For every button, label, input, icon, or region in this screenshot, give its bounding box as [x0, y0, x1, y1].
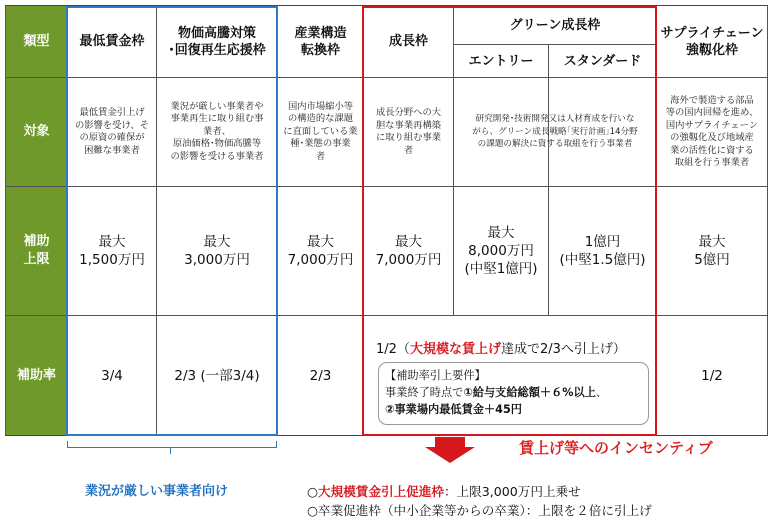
rate-price-surge	[157, 316, 277, 435]
target-growth-line: に取り組む事業	[375, 132, 442, 143]
limit-supply-chain	[657, 187, 767, 315]
requirement-line2	[385, 384, 642, 401]
limit-growth	[364, 187, 453, 315]
limit-price-surge-line: 最大	[203, 234, 231, 250]
header-price-surge-line1: 物価高騰対策	[177, 25, 256, 41]
rate-growth-green	[364, 316, 656, 435]
target-industry-line: 種･業態の事業	[290, 138, 351, 150]
target-minimum-wage-line: 困難な事業者	[84, 144, 140, 156]
target-minimum-wage-line: 最低賃金引上げ	[79, 107, 145, 118]
note1-rest: ：上限3,000万円上乗せ	[443, 484, 581, 499]
header-minimum-wage	[68, 6, 156, 77]
header-green-entry	[454, 45, 548, 77]
limit-industry	[278, 187, 363, 315]
limit-green-entry	[454, 187, 548, 315]
rate-industry	[278, 316, 363, 435]
rate-growth-emphasis: 大規模な賃上げ	[409, 342, 501, 357]
header-supply-chain-line1: サプライチェーン	[660, 25, 764, 41]
limit-price-surge-line: 3,000万円	[184, 252, 250, 268]
target-minimum-wage	[68, 78, 156, 186]
header-price-surge-line2: ･回復再生応援枠	[168, 42, 266, 58]
limit-supply-chain-line: 最大	[698, 234, 726, 250]
header-price-surge	[157, 6, 277, 77]
rate-supply-chain	[657, 316, 767, 435]
target-supply-chain-line: の強靱化及び地域産	[670, 132, 754, 143]
target-supply-chain-line: 海外で製造する部品	[670, 94, 754, 106]
incentive-arrow-icon	[425, 437, 475, 463]
limit-price-surge	[157, 187, 277, 315]
target-growth-line: 成長分野への大	[375, 107, 442, 118]
row-label-rate-text: 補助率	[16, 367, 56, 383]
header-industry-line2: 転換枠	[300, 42, 340, 58]
target-price-surge-line: 事業再生に取り組む事	[170, 113, 264, 125]
note1-bullet: ○	[307, 484, 318, 499]
target-green-line: の課題の解決に資する取組を行う事業者	[477, 139, 633, 150]
row-label-limit-line2: 上限	[23, 252, 50, 267]
requirement-l2-suffix: 、	[595, 386, 608, 399]
limit-green-entry-line: 8,000万円	[468, 243, 534, 259]
row-label-target	[6, 78, 67, 186]
rate-supply-chain-text: 1/2	[701, 367, 723, 384]
target-supply-chain	[657, 78, 767, 186]
header-minimum-wage-text: 最低賃金枠	[79, 34, 145, 49]
header-supply-chain	[657, 6, 767, 77]
limit-supply-chain-line: 5億円	[694, 252, 730, 268]
header-green	[454, 6, 656, 44]
limit-growth-line: 最大	[395, 234, 422, 250]
target-supply-chain-line: 等の国内回帰を進め、	[665, 107, 759, 118]
limit-green-standard	[549, 187, 656, 315]
header-industry	[278, 6, 363, 77]
target-growth-line: 胆な事業再構築	[375, 119, 442, 131]
target-minimum-wage-line: の原資の確保が	[79, 132, 145, 143]
rate-growth-prefix: 1/2（	[376, 342, 410, 357]
requirement-title: 【補助率引上要件】	[385, 369, 486, 382]
note-line-1	[307, 483, 581, 501]
header-supply-chain-line2: 強靱化枠	[685, 42, 738, 58]
limit-industry-line: 最大	[307, 234, 334, 250]
target-price-surge-line: 業況が厳しい事業者や	[170, 100, 264, 112]
target-growth-line: 者	[403, 144, 414, 156]
target-green-line: がら、グリーン成長戦略｢実行計画｣14分野	[472, 126, 638, 137]
target-industry-line: 国内市場縮小等	[287, 100, 354, 112]
business-label: 業況が厳しい事業者向け	[85, 484, 229, 499]
blue-bracket-tick	[170, 448, 171, 454]
limit-growth-line: 7,000万円	[375, 252, 442, 268]
header-green-standard-text: スタンダード	[563, 53, 642, 69]
requirement-l2-bold: ①給与支給総額＋６%以上	[463, 386, 596, 399]
row-label-type-text: 類型	[23, 33, 50, 49]
row-label-type	[6, 6, 67, 77]
note-line-2: ○卒業促進枠（中小企業等からの卒業）：上限を２倍に引上げ	[307, 503, 652, 518]
rate-price-surge-text: 2/3 (一部3/4)	[174, 367, 260, 384]
header-green-entry-text: エントリー	[468, 53, 534, 69]
rate-growth-headline	[376, 341, 626, 358]
header-industry-line1: 産業構造	[294, 25, 347, 41]
target-industry-line: 者	[315, 150, 326, 162]
target-price-surge-line: 業者、	[203, 125, 231, 137]
limit-green-entry-line: 最大	[487, 225, 515, 241]
row-label-limit	[6, 187, 67, 315]
target-industry-line: の構造的な課題	[287, 113, 354, 125]
incentive-label: 賃上げ等へのインセンティブ	[519, 439, 713, 457]
header-green-text: グリーン成長枠	[509, 17, 601, 33]
target-minimum-wage-line: の影響を受け、そ	[74, 119, 149, 131]
limit-green-standard-line: 1億円	[584, 234, 621, 250]
row-label-target-text: 対象	[23, 124, 50, 139]
target-industry	[278, 78, 363, 186]
target-green	[454, 78, 656, 186]
rate-minimum-wage	[68, 316, 156, 435]
target-price-surge-line: 原油価格･物価高騰等	[172, 138, 262, 150]
limit-minimum-wage-line: 1,500万円	[79, 252, 145, 268]
limit-green-entry-line: (中堅1億円)	[464, 261, 538, 277]
target-supply-chain-line: 取組を行う事業者	[674, 157, 750, 168]
requirement-line3: ②事業場内最低賃金＋45円	[385, 403, 522, 416]
target-growth	[364, 78, 453, 186]
limit-minimum-wage	[68, 187, 156, 315]
limit-green-standard-line: (中堅1.5億円)	[559, 252, 646, 268]
requirement-box	[378, 362, 649, 425]
limit-industry-line: 7,000万円	[287, 252, 354, 268]
limit-minimum-wage-line: 最大	[98, 234, 126, 250]
row-label-limit-line1: 補助	[23, 234, 50, 249]
target-industry-line: に直面している業	[283, 125, 358, 137]
rate-growth-suffix: 達成で2/3へ引上げ）	[500, 342, 626, 357]
blue-bracket	[67, 441, 277, 448]
header-growth-text: 成長枠	[388, 34, 428, 49]
target-supply-chain-line: 業の活性化に資する	[670, 144, 754, 156]
target-price-surge-line: の影響を受ける事業者	[170, 150, 264, 162]
target-price-surge	[157, 78, 277, 186]
note1-emphasis: 大規模賃金引上促進枠	[318, 484, 444, 499]
target-green-line: 研究開発･技術開発又は人材育成を行いな	[475, 114, 635, 125]
rate-minimum-wage-text: 3/4	[101, 367, 123, 384]
row-label-rate	[6, 316, 67, 435]
target-supply-chain-line: 国内サプライチェーン	[665, 119, 759, 131]
rate-industry-text: 2/3	[309, 367, 332, 384]
header-green-standard	[549, 45, 656, 77]
header-growth	[364, 6, 453, 77]
requirement-l2-prefix: 事業終了時点で	[385, 386, 464, 399]
